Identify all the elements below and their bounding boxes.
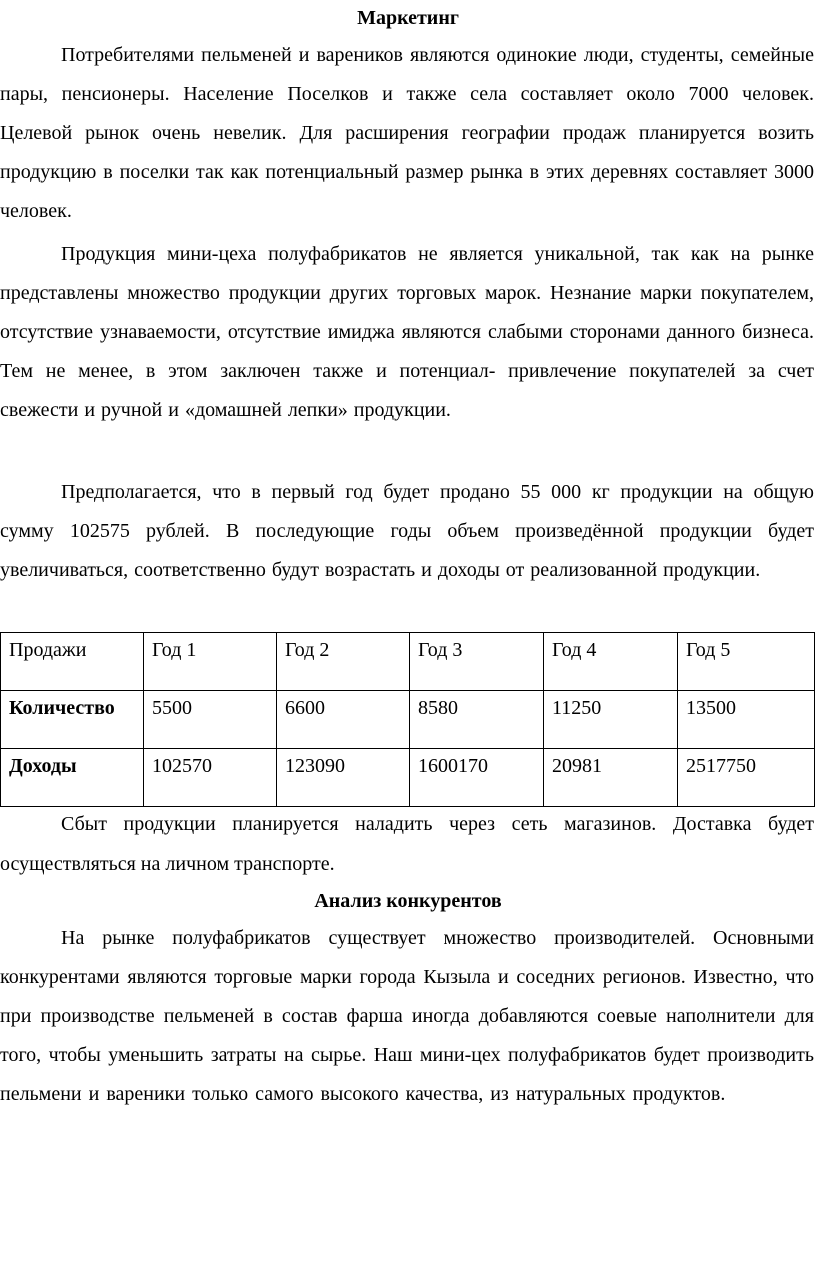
table-header-cell: Год 4 [544, 633, 678, 691]
table-header-cell: Продажи [1, 633, 144, 691]
paragraph-product-uniqueness: Продукция мини-цеха полуфабрикатов не является уникальной, так как на рынке представлены множество продукции других торговых марок. Незнание марки покупателем, отсутствие узнаваемости, отсутствие имиджа являются слабыми сторонами данного бизнеса. Тем не менее, в этом заключен также и потенциал- привлечение покупателей за счет свежести и ручной и «домашней лепки» продукции. [0, 243, 814, 421]
table-cell: 8580 [410, 691, 544, 749]
table-cell: 2517750 [678, 749, 815, 807]
table-header-row [1, 633, 815, 691]
table-header-cell: Год 5 [678, 633, 815, 691]
table-cell: 11250 [544, 691, 678, 749]
table-cell: 13500 [678, 691, 815, 749]
table-cell: 102570 [144, 749, 277, 807]
table-cell: 1600170 [410, 749, 544, 807]
table-row-quantity [1, 691, 815, 749]
table-row-label: Количество [1, 691, 144, 749]
table-cell: 20981 [544, 749, 678, 807]
paragraph-competitors: На рынке полуфабрикатов существует множество производителей. Основными конкурентами являются торговые марки города Кызыла и соседних регионов. Известно, что при производстве пельменей в состав фарша иногда добавляются соевые наполнители для того, чтобы уменьшить затраты на сырье. Наш мини-цех полуфабрикатов будет производить пельмени и вареники только самого высокого качества, из натуральных продуктов. [0, 927, 814, 1105]
table-row-income [1, 749, 815, 807]
sales-table [0, 632, 815, 807]
section-title-competitors: Анализ конкурентов [314, 890, 502, 912]
paragraph-distribution: Сбыт продукции планируется наладить через сеть магазинов. Доставка будет осуществляться на личном транспорте. [0, 813, 814, 875]
table-cell: 123090 [277, 749, 410, 807]
table-row-label: Доходы [1, 749, 144, 807]
paragraph-consumers: Потребителями пельменей и вареников являются одинокие люди, студенты, семейные пары, пенсионеры. Население Поселков и также села составляет около 7000 человек. Целевой рынок очень невелик. Для расширения географии продаж планируется возить продукцию в поселки так как потенциальный размер рынка в этих деревнях составляет 3000 человек. [0, 44, 814, 222]
section-title-marketing: Маркетинг [357, 7, 459, 29]
table-header-cell: Год 2 [277, 633, 410, 691]
table-header-cell: Год 3 [410, 633, 544, 691]
paragraph-sales-forecast: Предполагается, что в первый год будет продано 55 000 кг продукции на общую сумму 102575 рублей. В последующие годы объем произведённой продукции будет увеличиваться, соответственно будут возрастать и доходы от реализованной продукции. [0, 481, 814, 581]
table-header-cell: Год 1 [144, 633, 277, 691]
table-cell: 5500 [144, 691, 277, 749]
table-cell: 6600 [277, 691, 410, 749]
